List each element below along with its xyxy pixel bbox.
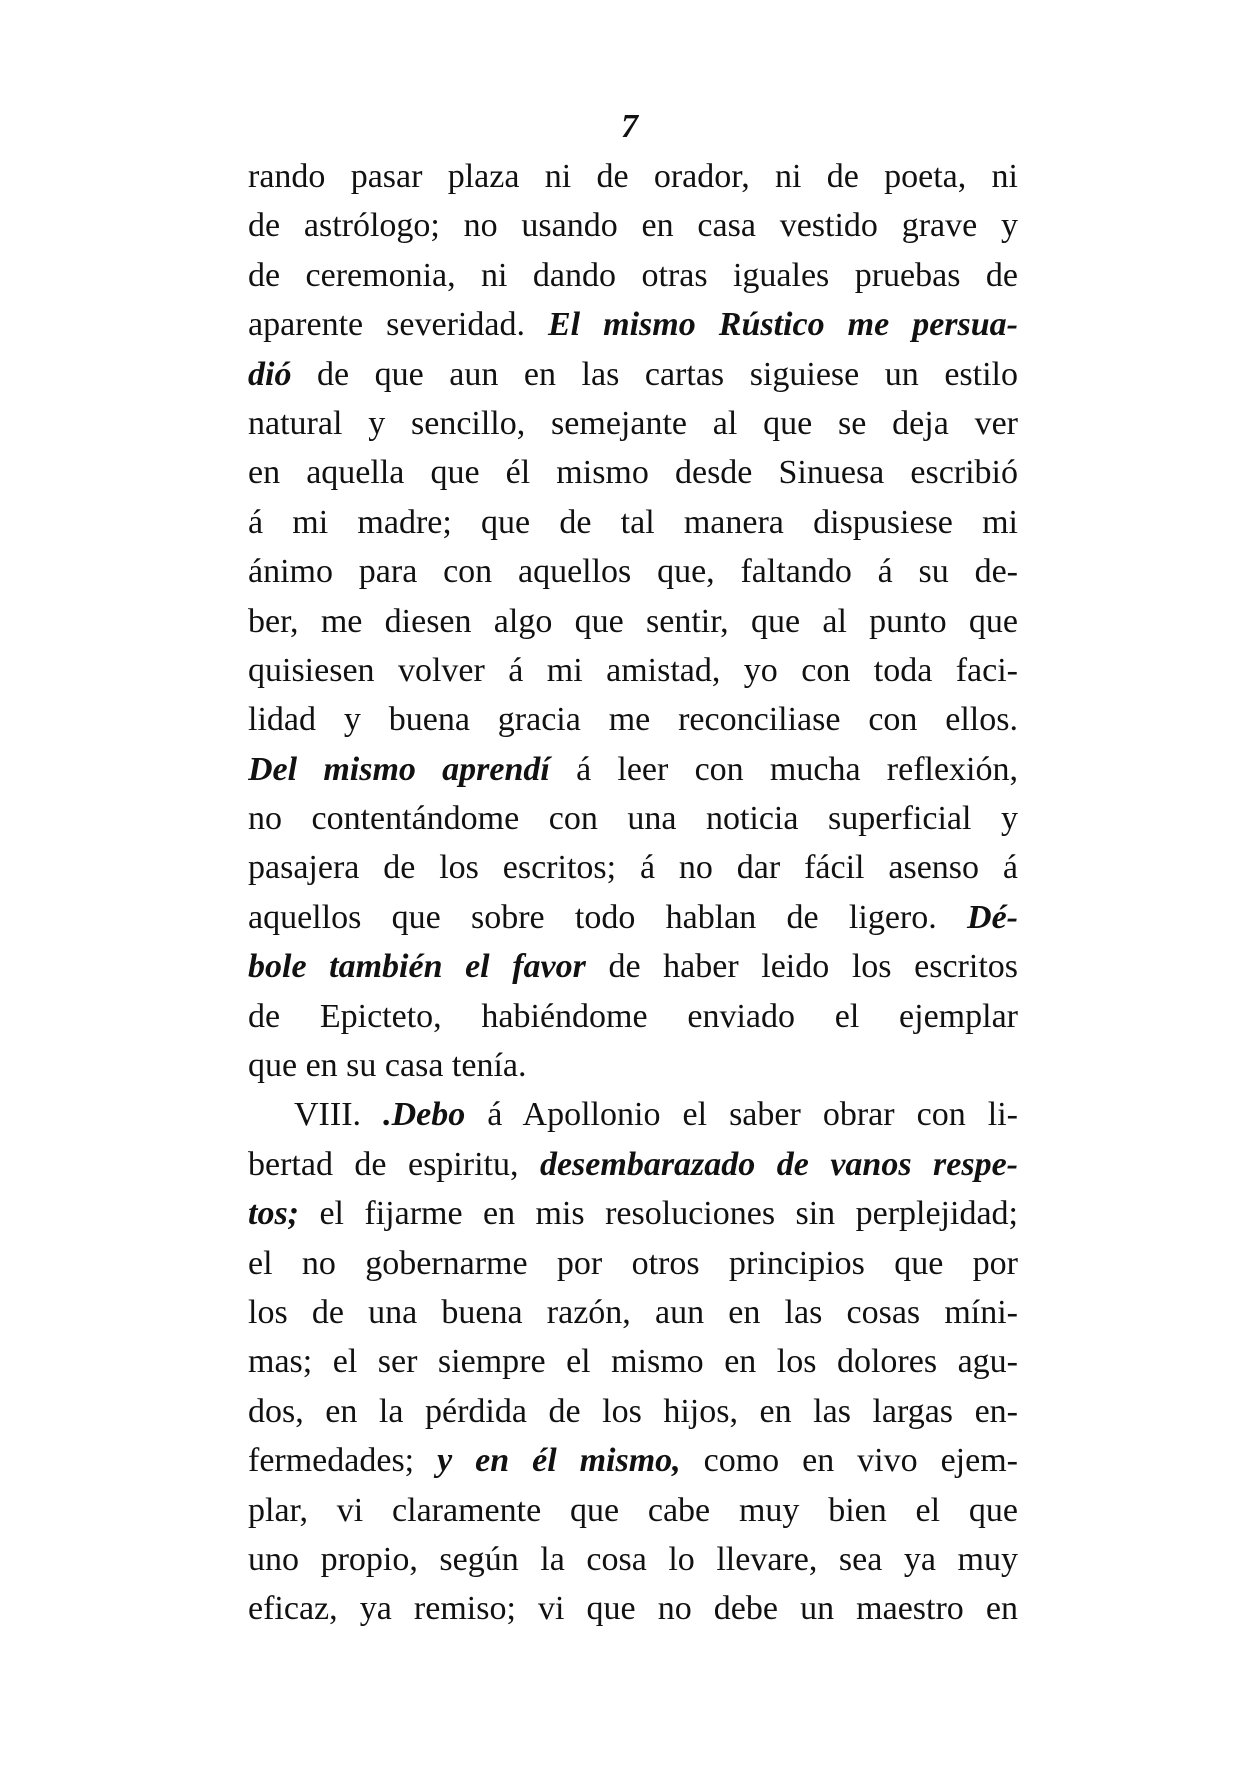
text-run: natural y sencillo, semejante al que se deja ver	[248, 404, 1018, 442]
text-run: VIII.	[294, 1096, 384, 1134]
text-run: lidad y buena gracia me reconciliase con ellos.	[248, 701, 1018, 739]
text-line	[248, 1535, 1018, 1584]
text-run: los de una buena razón, aun en las cosas míni-	[248, 1293, 1018, 1331]
text-line	[248, 843, 1018, 892]
text-run: rando pasar plaza ni de orador, ni de poeta, ni	[248, 158, 1018, 195]
text-line	[248, 1140, 1018, 1189]
text-line	[248, 1486, 1018, 1535]
italic-phrase: tos;	[248, 1195, 299, 1233]
text-line	[248, 893, 1018, 942]
text-line	[248, 1041, 1018, 1090]
text-line	[248, 1436, 1018, 1485]
italic-phrase: bole también el favor	[248, 948, 586, 986]
text-run: aparente severidad.	[248, 306, 548, 344]
text-line	[248, 547, 1018, 596]
body-text	[248, 152, 1018, 1634]
text-run: que en su casa tenía.	[248, 1047, 527, 1085]
text-run: de astrólogo; no usando en casa vestido grave y	[248, 207, 1018, 245]
text-line	[248, 646, 1018, 695]
text-run: bertad de espiritu,	[248, 1145, 540, 1183]
text-run: el no gobernarme por otros principios que por	[248, 1244, 1018, 1282]
text-line	[248, 448, 1018, 497]
text-line	[248, 1090, 1018, 1139]
text-run: á mi madre; que de tal manera dispusiese mi	[248, 503, 1018, 541]
text-run: aquellos que sobre todo hablan de ligero.	[248, 898, 968, 936]
text-run: ber, me diesen algo que sentir, que al punto que	[248, 602, 1018, 640]
italic-phrase: .Debo	[383, 1096, 466, 1134]
text-run: dos, en la pérdida de los hijos, en las largas en-	[248, 1392, 1018, 1430]
text-line	[248, 152, 1018, 201]
text-line	[248, 1387, 1018, 1436]
text-line	[248, 350, 1018, 399]
text-run: eficaz, ya remiso; vi que no debe un maestro en	[248, 1590, 1018, 1628]
text-line	[248, 794, 1018, 843]
text-line	[248, 498, 1018, 547]
text-run: de ceremonia, ni dando otras iguales pruebas de	[248, 256, 1018, 294]
italic-phrase: desembarazado de vanos respe-	[539, 1145, 1018, 1183]
text-line	[248, 251, 1018, 300]
text-line	[248, 992, 1018, 1041]
text-run: á Apollonio el saber obrar con li-	[465, 1096, 1018, 1134]
text-run: de que aun en las cartas siguiese un estilo	[291, 355, 1018, 393]
text-line	[248, 399, 1018, 448]
text-run: fermedades;	[248, 1442, 438, 1480]
italic-phrase: Dé-	[967, 898, 1018, 936]
text-run: quisiesen volver á mi amistad, yo con toda faci-	[248, 651, 1018, 689]
text-line	[248, 1337, 1018, 1386]
text-run: el fijarme en mis resoluciones sin perplejidad;	[299, 1195, 1018, 1233]
page-number: 7	[621, 108, 638, 145]
text-line	[248, 745, 1018, 794]
text-line	[248, 300, 1018, 349]
text-run: ánimo para con aquellos que, faltando á su de-	[248, 553, 1018, 591]
italic-phrase: y en él mismo,	[437, 1442, 681, 1480]
italic-phrase: Del mismo aprendí	[248, 750, 550, 788]
text-run: de haber leido los escritos	[585, 948, 1018, 986]
text-line	[248, 695, 1018, 744]
text-run: pasajera de los escritos; á no dar fácil asenso á	[248, 849, 1018, 887]
text-line	[248, 942, 1018, 991]
italic-phrase: dió	[248, 355, 292, 393]
text-run: de Epicteto, habiéndome enviado el ejemplar	[248, 997, 1018, 1035]
text-line	[248, 1239, 1018, 1288]
text-run: mas; el ser siempre el mismo en los dolores agu-	[248, 1343, 1018, 1381]
text-run: no contentándome con una noticia superficial y	[248, 800, 1018, 838]
text-run: plar, vi claramente que cabe muy bien el que	[248, 1491, 1018, 1529]
text-line	[248, 1189, 1018, 1238]
text-line	[248, 597, 1018, 646]
text-line	[248, 201, 1018, 250]
text-run: en aquella que él mismo desde Sinuesa escribió	[248, 454, 1018, 492]
text-run: como en vivo ejem-	[680, 1442, 1018, 1480]
text-line	[248, 1584, 1018, 1633]
text-run: uno propio, según la cosa lo llevare, sea ya muy	[248, 1540, 1018, 1578]
italic-phrase: El mismo Rústico me persua-	[548, 306, 1018, 344]
text-line	[248, 1288, 1018, 1337]
text-run: á leer con mucha reflexión,	[549, 750, 1018, 788]
